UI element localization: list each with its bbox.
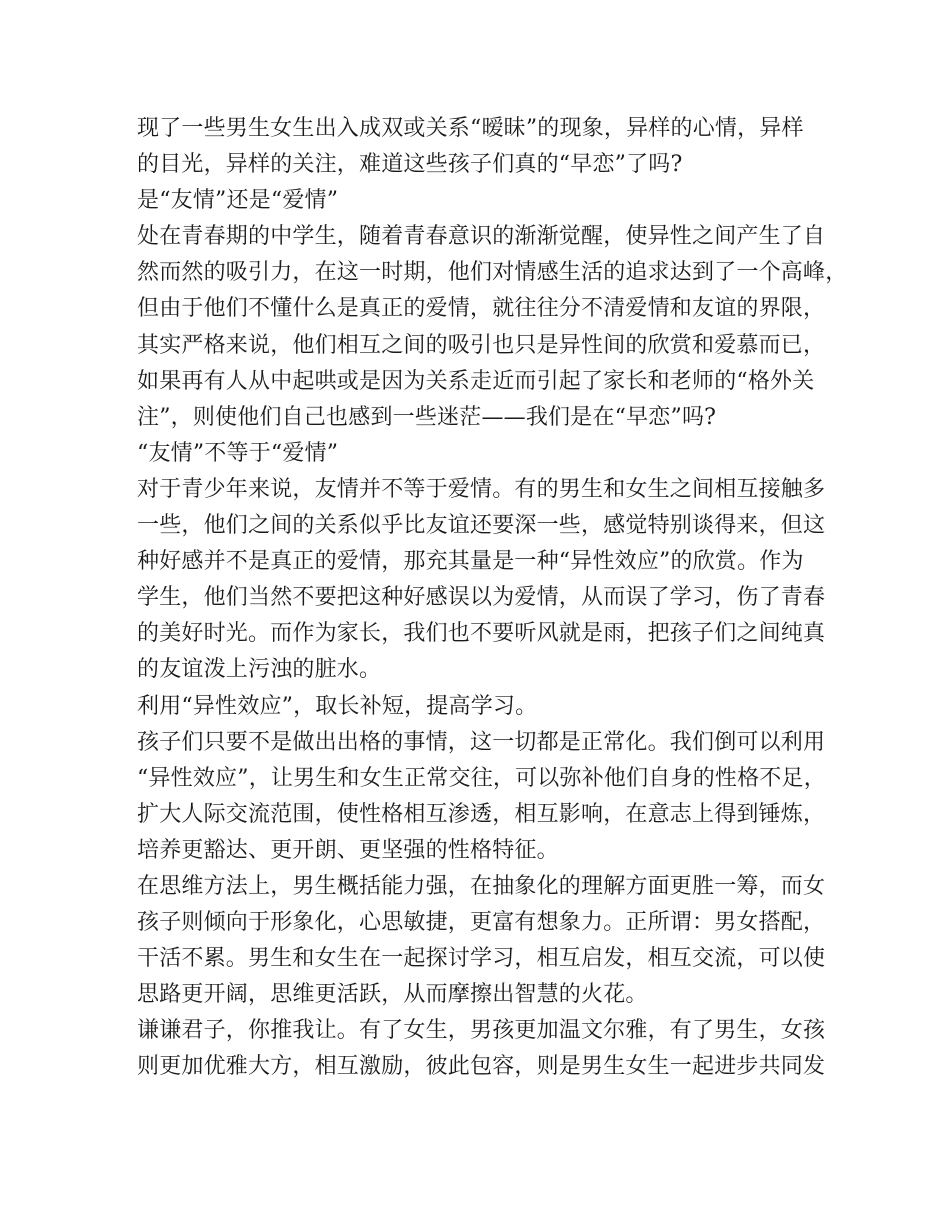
text-line: 如果再有人从中起哄或是因为关系走近而引起了家长和老师的“格外关 xyxy=(137,368,815,394)
section-heading: “友情”不等于“爱情” xyxy=(137,440,339,466)
text-line: 干活不累。男生和女生在一起探讨学习，相互启发，相互交流，可以使 xyxy=(137,946,826,972)
text-line: 孩子们只要不是做出出格的事情，这一切都是正常化。我们倒可以利用 xyxy=(137,729,826,755)
text-line: 的美好时光。而作为家长，我们也不要听风就是雨，把孩子们之间纯真 xyxy=(137,621,826,647)
text-line: 孩子则倾向于形象化，心思敏捷，更富有想象力。正所谓：男女搭配， xyxy=(137,910,826,936)
text-line: “异性效应”，让男生和女生正常交往，可以弥补他们自身的性格不足， xyxy=(137,765,826,791)
text-line: 学生，他们当然不要把这种好感误以为爱情，从而误了学习，伤了青春 xyxy=(137,585,826,611)
text-line: 培养更豁达、更开朗、更坚强的性格特征。 xyxy=(137,837,559,863)
text-line: 的目光，异样的关注，难道这些孩子们真的“早恋”了吗? xyxy=(137,152,683,178)
text-line: 注”，则使他们自己也感到一些迷茫——我们是在“早恋”吗? xyxy=(137,404,717,430)
text-line: 种好感并不是真正的爱情，那充其量是一种“异性效应”的欣赏。作为 xyxy=(137,549,804,575)
text-line: 在思维方法上，男生概括能力强，在抽象化的理解方面更胜一筹，而女 xyxy=(137,873,826,899)
text-line: 的友谊泼上污浊的脏水。 xyxy=(137,657,382,683)
section-heading: 利用“异性效应”，取长补短，提高学习。 xyxy=(137,693,538,719)
text-line: 思路更开阔，思维更活跃，从而摩擦出智慧的火花。 xyxy=(137,982,648,1008)
text-line: 对于青少年来说，友情并不等于爱情。有的男生和女生之间相互接触多 xyxy=(137,476,826,502)
text-line: 处在青春期的中学生，随着青春意识的渐渐觉醒，使异性之间产生了自 xyxy=(137,224,826,250)
text-line: 但由于他们不懂什么是真正的爱情，就往往分不清爱情和友谊的界限， xyxy=(137,296,826,322)
text-line: 扩大人际交流范围，使性格相互渗透，相互影响，在意志上得到锤炼， xyxy=(137,801,826,827)
text-line: 则更加优雅大方，相互激励，彼此包容，则是男生女生一起进步共同发 xyxy=(137,1054,826,1080)
text-line: 现了一些男生女生出入成双或关系“暧昧”的现象，异样的心情，异样 xyxy=(137,116,804,141)
text-line: 一些，他们之间的关系似乎比友谊还要深一些，感觉特别谈得来，但这 xyxy=(137,513,826,539)
text-line: 谦谦君子，你推我让。有了女生，男孩更加温文尔雅，有了男生，女孩 xyxy=(137,1018,826,1044)
document-body xyxy=(137,111,848,1086)
text-line: 然而然的吸引力，在这一时期，他们对情感生活的追求达到了一个高峰， xyxy=(137,260,848,286)
text-line: 其实严格来说，他们相互之间的吸引也只是异性间的欣赏和爱慕而已， xyxy=(137,332,826,358)
section-heading: 是“友情”还是“爱情” xyxy=(137,188,339,214)
